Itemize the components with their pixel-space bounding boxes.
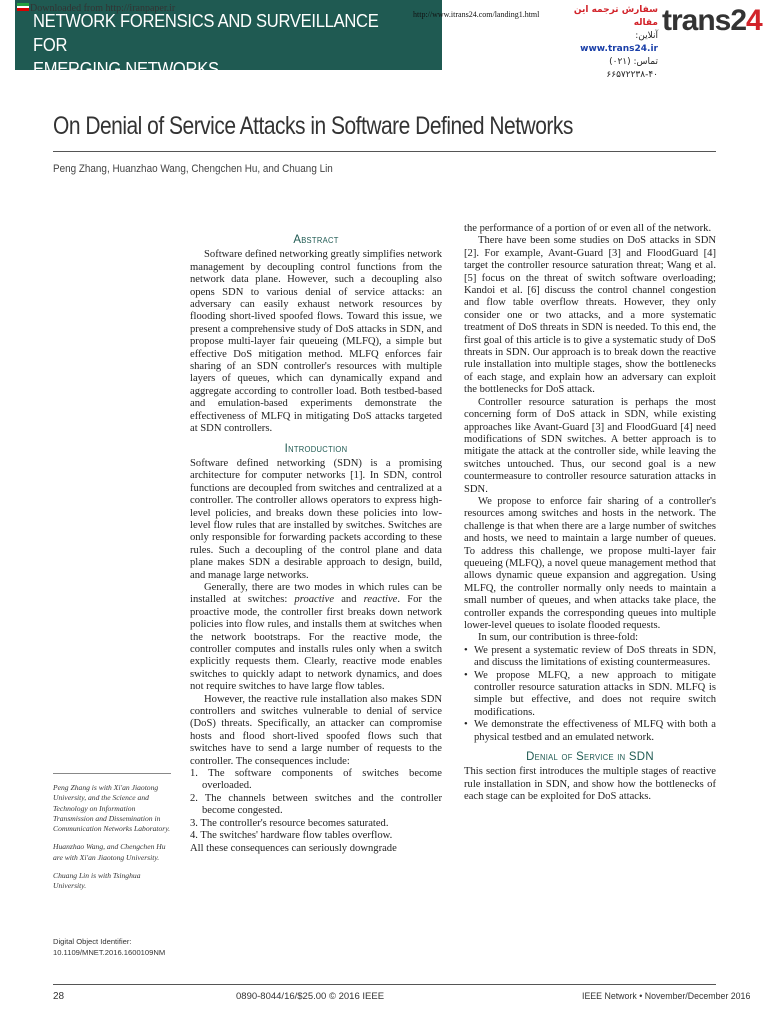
- doi-label: Digital Object Identifier:: [53, 937, 132, 946]
- footnote-3: Chuang Lin is with Tsinghua University.: [53, 871, 141, 891]
- article-title: On Denial of Service Attacks in Software Defined Networks: [53, 112, 573, 140]
- section-title-line1: NETWORK FORENSICS AND SURVEILLANCE FOR: [33, 11, 379, 55]
- author-footnotes: [53, 783, 171, 900]
- ad-line3: تماس: (۰۲۱) ۴۰-۶۶۵۷۲۲۳۸: [606, 57, 658, 80]
- list-item: • We propose MLFQ, a new approach to mitigate controller resource saturation attacks in SDN. MLFQ is simple but effective, and does not require switch modifications.: [464, 670, 716, 720]
- col2-paragraph-5: In sum, our contribution is three-fold:: [478, 632, 639, 644]
- col2-paragraph-4: We propose to enforce fair sharing of a controller's resources among switches and hosts in the network. The challenge is that when there are a large number of switches and hosts, we need to maintain a large number of queues. To address this challenge, we propose multi-layer fair queueing (MLFQ), a novel queue management method that allows dynamic queue expansion and aggregation. Using MLFQ, the controller normally only needs to maintain a small number of queues, and when attacks take place, the controller expands the corresponding queues into multiple lower-level queues to isolate flooded requests.: [464, 495, 716, 631]
- page-number: 28: [53, 991, 65, 1002]
- article-authors: Peng Zhang, Huanzhao Wang, Chengchen Hu, and Chuang Lin: [53, 163, 333, 175]
- footnote-2: Huanzhao Wang, and Chengchen Hu are with Xi'an Jiaotong University.: [53, 842, 166, 862]
- intro-paragraph-3: However, the reactive rule installation also makes SDN controllers and switches vulnerable to denial of service (DoS) threats. Specifically, an attacker can compromise hosts and flood short-lived spoofed flows such that switches have to send a large number of requests to the controller. The consequences include:: [190, 693, 442, 767]
- contributions-list: [464, 645, 716, 744]
- list-item: 4. The switches' hardware flow tables overflow.: [190, 830, 393, 842]
- ad-line2: آنلاین: www.trans24.ir: [580, 31, 658, 54]
- dos-paragraph-1: This section first introduces the multiple stages of reactive rule installation in SDN, and show how the bottlenecks of each stage can be exploited for DoS attacks.: [464, 766, 716, 803]
- intro-paragraph-1: Software defined networking (SDN) is a promising architecture for computer networks [1]. In SDN, control functions are decoupled from switches and centralized at a controller. The controller allows operators to express high-level policies, and breaks down these policies into low-level flow rules that are installed by switches. Switches are only responsible for forwarding packets according to these rules. Such a decoupling of the control plane and data plane makes SDN a desirable approach to design, build, and manage large networks.: [190, 457, 442, 581]
- section-title-line2: EMERGING NETWORKS: [33, 59, 219, 79]
- list-item: 2. The channels between switches and the controller become congested.: [190, 792, 442, 817]
- right-column: [464, 223, 716, 804]
- abstract-text: Software defined networking greatly simplifies network management by decoupling control functions from the network data plane. However, such a decoupling also opens SDN to various denial of service attacks: an adversary can easily exhaust network resources by flooding short-lived spoofed flows. Toward this issue, we present a comprehensive study of DoS attacks in SDN, and propose multi-layer fair queueing (MLFQ), a simple but effective DoS mitigation method. MLFQ enforces fair sharing of an SDN controller's resources with multiple layers of queues, which can dynamically expand and aggregate according to controller load. Both testbed-based and emulation-based experiments demonstrate the effectiveness of MLFQ in mitigating DoS attacks targeted at SDN controllers.: [190, 249, 442, 435]
- landing-url[interactable]: http://www.itrans24.com/landing1.html: [413, 10, 540, 19]
- list-item: • We demonstrate the effectiveness of MLFQ with both a physical testbed and an emulated network.: [464, 719, 716, 744]
- copyright-line: 0890-8044/16/$25.00 © 2016 IEEE: [236, 991, 385, 1002]
- download-note[interactable]: Downloaded from http://iranpaper.ir: [30, 3, 176, 14]
- trans24-logo[interactable]: trans24: [662, 4, 762, 37]
- doi-value[interactable]: 10.1109/MNET.2016.1600109NM: [53, 947, 166, 957]
- introduction-heading: Introduction: [284, 440, 348, 455]
- list-item: • We present a systematic review of DoS threats in SDN, and discuss the limitations of existing countermeasures.: [464, 645, 716, 670]
- flag-icon: [17, 3, 29, 11]
- doi-block: [53, 937, 178, 958]
- intro-paragraph-2: Generally, there are two modes in which rules can be installed at switches: proactive and reactive. For the proactive mode, the controller first breaks down network policies into flow rules, and installs them at switches when the network bootstraps. For the reactive mode, the controller computes and installs rules only when a switch explicitly requests them. Clearly, reactive mode enables switches to quickly adapt to network dynamics, and does not require switches to have large flow tables.: [190, 581, 442, 693]
- dos-heading: Denial of Service in SDN: [526, 749, 654, 764]
- footer-divider: [53, 984, 716, 985]
- footnote-1: Peng Zhang is with Xi'an Jiaotong University, and the Science and Technology on Information Transmission and Dissemination in Communication Networks Laboratory.: [53, 783, 171, 834]
- ad-line1: سفارش ترجمه این مقاله: [573, 5, 658, 28]
- list-item: 3. The controller's resource becomes saturated.: [190, 817, 389, 829]
- list-item: 1. The software components of switches become overloaded.: [190, 768, 442, 792]
- journal-section-title: [33, 9, 401, 81]
- col2-paragraph-3: Controller resource saturation is perhaps the most concerning form of DoS attack in SDN, while existing approaches like Avant-Guard [3] and FloodGuard [4] need modifications of SDN switches. A better approach is to mitigate the attack at the controller side, while leaving the switches untouched. Thus, our second goal is a new countermeasure to controller resource saturation attacks in SDN.: [464, 396, 716, 495]
- translation-ad[interactable]: [558, 4, 658, 82]
- col2-paragraph-1: the performance of a portion of or even all of the network.: [464, 223, 712, 234]
- abstract-heading: Abstract: [293, 232, 339, 246]
- journal-info: IEEE Network • November/December 2016: [582, 991, 751, 1001]
- title-divider: [53, 151, 716, 152]
- intro-paragraph-4: All these consequences can seriously downgrade: [190, 842, 397, 854]
- col2-paragraph-2: There have been some studies on DoS attacks in SDN [2]. For example, Avant-Guard [3] and FloodGuard [4] target the controller resource saturation threat; Wang et al. [5] focus on the threat of switch software overloading; Kandoi et al. [6] discuss the control channel congestion and flow table overflow threats. However, they only consider one or two attacks, and a more systematic treatment of DoS threats in SDN is needed. To this end, the first goal of this article is to give a systematic study of DoS threats in SDN. Our approach is to break down the reactive rule installation into multiple stages, show the bottlenecks of each stage, and explain how an adversary can exploit the bottlenecks for DoS attack.: [464, 235, 716, 396]
- consequences-list: [190, 768, 442, 842]
- footnote-divider: [53, 773, 171, 774]
- left-column: [190, 227, 442, 855]
